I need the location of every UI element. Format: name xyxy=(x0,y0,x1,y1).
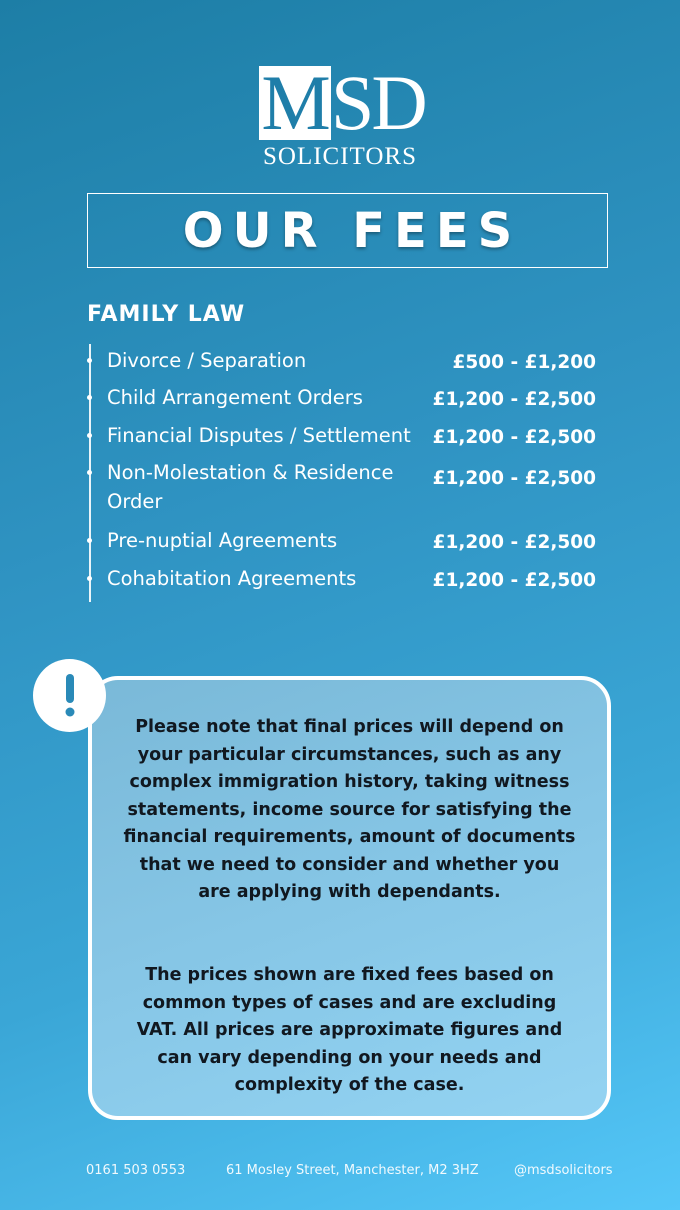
bullet-dot xyxy=(87,470,92,475)
bullet-dot xyxy=(87,538,92,543)
exclamation-icon xyxy=(63,674,77,718)
fee-name: Pre-nuptial Agreements xyxy=(107,529,338,552)
fee-price: £1,200 - £2,500 xyxy=(432,468,596,489)
notice-paragraph-1: Please note that final prices will depend on your particular circumstances, such as any complex immigration history, taking witness statements, income source for satisfying the financial requirements, amount of documents that we need to consider and whether you are applying with dependants. xyxy=(123,717,576,902)
alert-badge xyxy=(33,659,106,732)
fee-price: £500 - £1,200 xyxy=(452,352,596,373)
fee-price: £1,200 - £2,500 xyxy=(432,532,596,553)
logo-subtitle: SOLICITORS xyxy=(262,143,417,170)
footer-social-handle[interactable]: @msdsolicitors xyxy=(514,1163,613,1178)
footer-phone[interactable]: 0161 503 0553 xyxy=(86,1163,186,1178)
fee-name: Financial Disputes / Settlement xyxy=(107,424,411,447)
bullet-dot xyxy=(87,576,92,581)
section-heading: FAMILY LAW xyxy=(87,302,246,327)
bullet-dot xyxy=(87,358,92,363)
bullet-dot xyxy=(87,433,92,438)
fee-name: Child Arrangement Orders xyxy=(107,386,363,409)
fee-price: £1,200 - £2,500 xyxy=(432,427,596,448)
msd-logo xyxy=(0,59,680,176)
fee-name: Divorce / Separation xyxy=(107,349,307,372)
page-title: OUR FEES xyxy=(182,202,522,259)
footer-address: 61 Mosley Street, Manchester, M2 3HZ xyxy=(226,1163,479,1178)
notice-box xyxy=(88,676,611,1120)
logo-letters-sd: SD xyxy=(331,59,425,146)
title-box xyxy=(87,193,608,268)
fee-name: Non-Molestation & Residence Order xyxy=(107,461,394,513)
fee-price: £1,200 - £2,500 xyxy=(432,389,596,410)
bullet-dot xyxy=(87,395,92,400)
logo-letter-m: M xyxy=(261,59,329,146)
fee-name: Cohabitation Agreements xyxy=(107,567,357,590)
notice-paragraph-2: The prices shown are fixed fees based on common types of cases and are excluding VAT. All prices are approximate figures and can vary depending on your needs and complexity of the case. xyxy=(136,965,563,1095)
fee-price: £1,200 - £2,500 xyxy=(432,570,596,591)
